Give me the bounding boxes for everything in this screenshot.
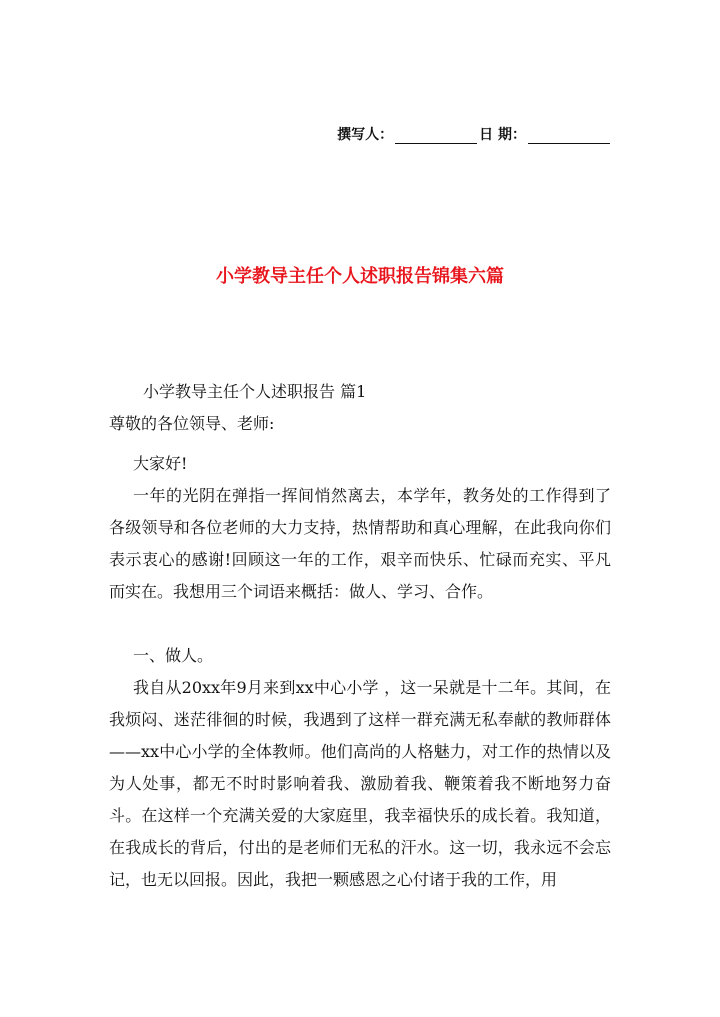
paragraph-body-text: 我自从20xx年9月来到xx中心小学 ，这一呆就是十二年。其间，在我烦闷、迷茫徘徊的时候，我遇到了这样一群充满无私奉献的教师群体——xx中心小学的全体教师。他们高尚的人格魅力，对工作的热情以及为人处事，都无不时时影响着我、激励着我、鞭策着我不断地努力奋斗。在这样一个充满关爱的大家庭里，我幸福快乐的成长着。我知道，在我成长的背后，付出的是老师们无私的汗水。这一切，我永远不会忘记，也无以回报。因此，我把一颗感恩之心付诸于我的工作，用: [109, 678, 611, 889]
paragraph-intro: [109, 480, 611, 608]
author-blank-field[interactable]: [395, 129, 477, 144]
list-item-heading-text: 一、做人。: [133, 646, 214, 665]
date-blank-field[interactable]: [528, 129, 610, 144]
paragraph-body: [109, 672, 611, 896]
salutation: [109, 408, 611, 440]
greeting: [109, 448, 611, 480]
section-heading: 小学教导主任个人述职报告 篇1: [143, 382, 367, 401]
date-label: 日 期：: [479, 127, 526, 143]
author-date-line: [337, 124, 612, 144]
greeting-text: 大家好!: [133, 454, 188, 473]
salutation-text: 尊敬的各位领导、老师:: [109, 414, 275, 433]
paragraph-intro-text: 一年的光阴在弹指一挥间悄然离去，本学年，教务处的工作得到了各级领导和各位老师的大力支持，热情帮助和真心理解，在此我向你们表示衷心的感谢!回顾这一年的工作，艰辛而快乐、忙碌而充实、平凡而实在。我想用三个词语来概括：做人、学习、合作。: [109, 486, 611, 601]
document-title: 小学教导主任个人述职报告锦集六篇: [216, 266, 504, 287]
author-label: 撰写人：: [337, 127, 394, 143]
list-item-heading: [109, 640, 611, 672]
